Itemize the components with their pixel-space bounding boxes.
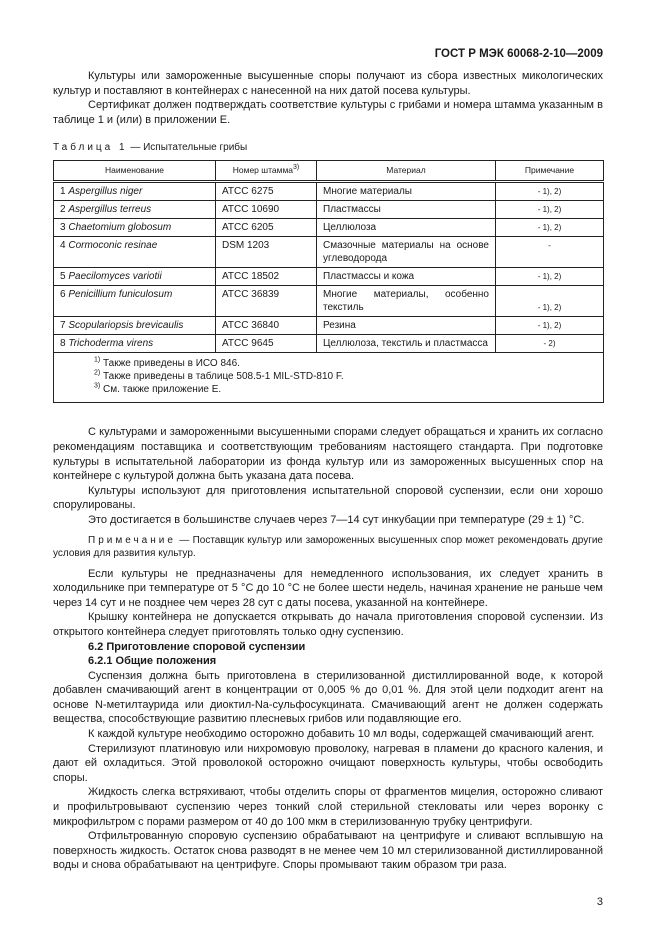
footnotes [54,353,604,403]
footnote-mark: 3) [293,164,300,172]
section-heading: 6.2 Приготовление споровой суспензии [88,640,306,653]
col-note: Примечание [496,161,604,182]
table-row [54,237,604,268]
paragraph: Это достигается в большинстве случаев через 7—14 сут инкубации при температуре (29 ± 1) °С. [88,513,585,526]
row-number: 1 [60,186,66,198]
footnote-mark: 1) [94,357,101,365]
paragraph: Культуры или замороженные высушенные споры получают из сбора известных микологических культур и поставляют в контейнерах с нанесенной на них датой посева культуры. [53,70,603,97]
species-name: Paecilomyces variotii [68,271,162,283]
footnotes-row [54,353,604,403]
fungus-name [54,237,216,268]
table-row [54,268,604,286]
paragraph: К каждой культуре необходимо осторожно добавить 10 мл воды, содержащей смачивающий агент. [88,728,595,741]
fungus-name [54,268,216,286]
table-row [54,182,604,201]
fungi-table [53,160,604,403]
note: - 2) [496,335,604,353]
col-material: Материал [317,161,496,182]
caption-label: Таблица 1 [53,142,128,154]
species-name: Aspergillus niger [68,186,143,198]
paragraph: С культурами и замороженными высушенными спорами следует обращаться и хранить их согласно рекомендациям поставщика и соответствующим требованиям настоящего стандарта. При подготовке культуры в испытательной лаборатории из фонда культур или из замороженных высушенных спор на контейнере с культурой должна быть указана дата посева. [53,426,603,483]
row-number: 7 [60,320,66,332]
table-row [54,317,604,335]
paragraph: Суспензия должна быть приготовлена в стерилизованной дистиллированной воде, к которой добавлен смачивающий агент в концентрации от 0,005 % до 0,01 %. Для этой цели подходит агент на основе N-метилтаурида или диоктил-Na-сульфосукцината. Смачивающий агент не должен содержать вещества, способствующие развитию плесневых грибов или подавляющие его. [53,669,603,726]
note: - 1), 2) [496,317,604,335]
fungus-name [54,182,216,201]
page-number: 3 [596,896,603,908]
note: - [496,237,604,268]
table-row [54,286,604,317]
strain-number: ATCC 36840 [216,317,317,335]
footnote-text: См. также приложение Е. [100,384,222,396]
note: - 1), 2) [496,286,604,317]
paragraph: Крышку контейнера не допускается открывать до начала приготовления споровой суспензии. Из открытого контейнера следует приготовлять только одну суспензию. [53,611,603,638]
row-number: 2 [60,204,66,216]
material: Пластмассы и кожа [317,268,496,286]
table-header-row [54,161,604,182]
paragraph: Жидкость слегка встряхивают, чтобы отделить споры от фрагментов мицелия, осторожно сливают и профильтровывают суспензию через тонкий слой стерильной стекловаты или через воронку с микрофильтром с порами размером от 40 до 100 мкм в стерилизованную трубку центрифуги. [53,786,603,828]
row-number: 6 [60,289,66,301]
row-number: 8 [60,338,66,350]
strain-number: DSM 1203 [216,237,317,268]
col-name: Наименование [54,161,216,182]
material: Резина [317,317,496,335]
material: Многие материалы [317,182,496,201]
material: Пластмассы [317,201,496,219]
species-name: Penicillium funiculosum [68,289,173,301]
fungus-name [54,335,216,353]
paragraph: Культуры используют для приготовления испытательной споровой суспензии, если они хорошо спорулированы. [53,484,603,512]
document-header: ГОСТ Р МЭК 60068-2-10—2009 [434,48,603,60]
footnote-mark: 3) [94,383,101,391]
fungus-name [54,201,216,219]
fungus-name [54,317,216,335]
strain-number: ATCC 9645 [216,335,317,353]
material: Смазочные материалы на основе углеводорода [317,237,496,268]
material: Целлюлоза [317,219,496,237]
footnote [94,357,603,370]
note [53,534,603,561]
col-strain [216,161,317,182]
strain-number: ATCC 36839 [216,286,317,317]
table-row [54,219,604,237]
note-label: Примечание [88,534,176,546]
table-caption [53,141,603,154]
footnote-mark: 2) [94,370,101,378]
note: - 1), 2) [496,201,604,219]
paragraph: Если культуры не предназначены для немедленного использования, их следует хранить в холодильнике при температуре от 5 °С до 10 °С не более шести недель, начиная хранение не раньше чем через 14 сут и не позднее чем через 28 сут с даты посева, указанной на контейнере. [53,567,603,609]
subsection-heading: 6.2.1 Общие положения [88,655,217,668]
paragraph: Сертификат должен подтверждать соответствие культуры с грибами и номера штамма указанным в таблице 1 и (или) в приложении Е. [53,99,603,126]
paragraph: Отфильтрованную споровую суспензию обрабатывают на центрифуге и сливают всплывшую на поверхность жидкость. Остаток снова разводят в не менее чем 10 мл стерилизованной дистиллированной воды и снова обрабатывают на центрифуге. Споры промывают таким образом три раза. [53,830,603,872]
strain-number: ATCC 6275 [216,182,317,201]
strain-number: ATCC 6205 [216,219,317,237]
note: - 1), 2) [496,268,604,286]
row-number: 3 [60,222,66,234]
species-name: Trichoderma virens [68,338,154,350]
fungus-name [54,286,216,317]
species-name: Scopulariopsis brevicaulis [68,320,184,332]
footnote-text: Также приведены в ИСО 846. [100,358,240,370]
material: Многие материалы, особенно текстиль [317,286,496,317]
table-row [54,201,604,219]
paragraph: Стерилизуют платиновую или нихромовую проволоку, нагревая в пламени до красного каления, и дают ей охладиться. Этой проволокой осторожно очищают поверхность культуры, чтобы освободить споры. [53,742,603,784]
strain-number: ATCC 10690 [216,201,317,219]
strain-number: ATCC 18502 [216,268,317,286]
note-text: — Поставщик культур или замороженных высушенных спор может рекомендовать другие условия для развития культур. [53,534,603,560]
row-number: 4 [60,240,66,252]
caption-text: — Испытательные грибы [127,142,248,154]
row-number: 5 [60,271,66,283]
note: - 1), 2) [496,182,604,201]
species-name: Aspergillus terreus [68,204,152,216]
material: Целлюлоза, текстиль и пластмасса [317,335,496,353]
footnote [94,383,603,396]
note: - 1), 2) [496,219,604,237]
col-strain-label: Номер штамма [232,165,294,176]
footnote-text: Также приведены в таблице 508.5-1 MIL-STD-810 F. [100,371,344,383]
fungus-name [54,219,216,237]
table-row [54,335,604,353]
species-name: Chaetomium globosum [68,222,172,234]
intro-section [53,69,603,127]
species-name: Cormoconic resinae [68,240,158,252]
body-section [53,425,603,873]
footnote [94,370,603,383]
